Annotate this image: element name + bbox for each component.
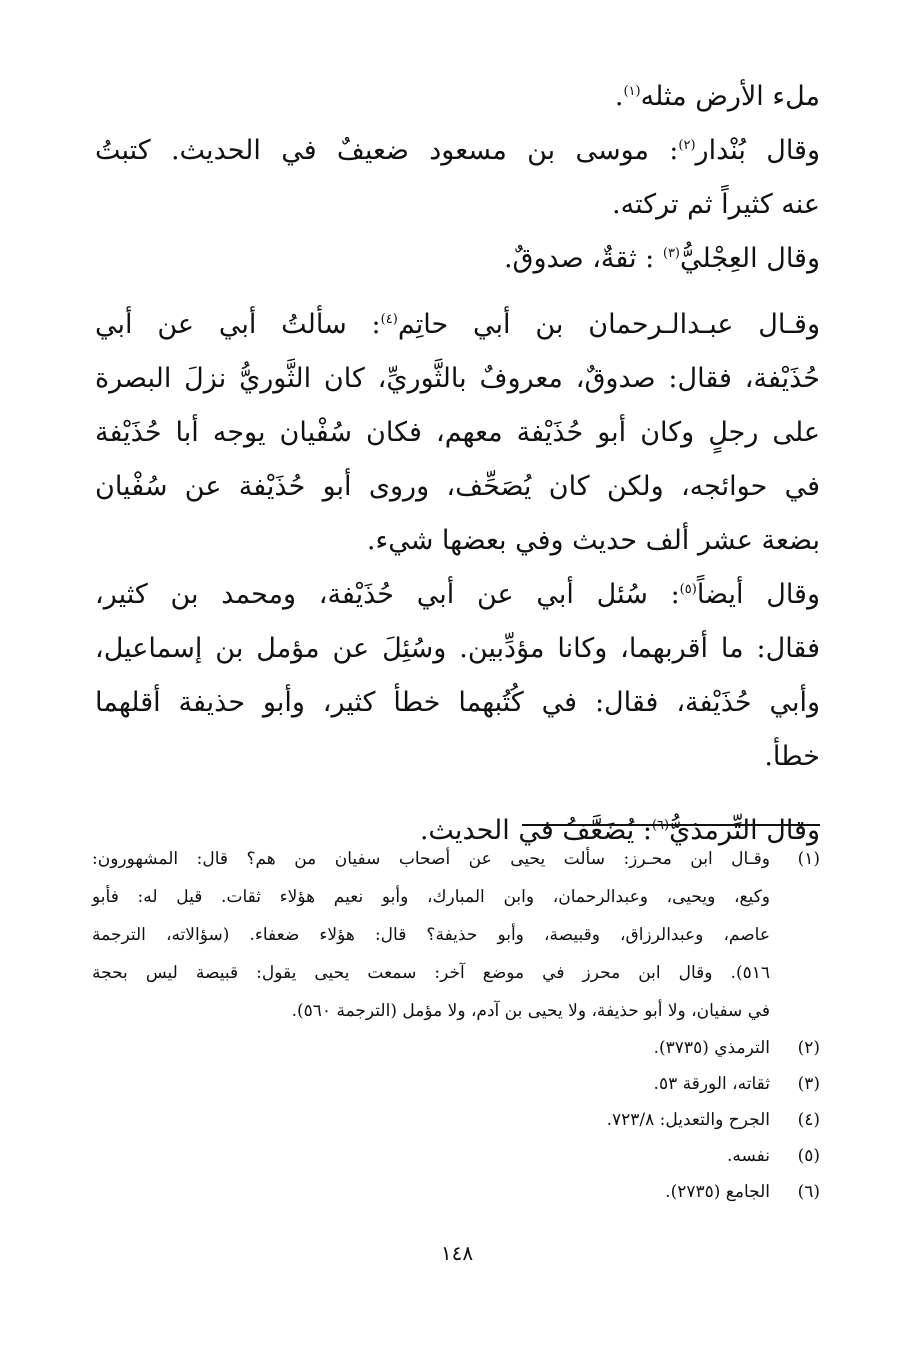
line-text: عنه كثيراً ثم تركته. [612, 189, 820, 220]
paragraph-gap [95, 784, 820, 804]
text-line [95, 70, 820, 124]
line-text: في حوائجه، ولكن كان يُصَحِّف، وروى أبو حُذَيْفة عن سُفْيان [95, 471, 820, 502]
footnote-text [92, 1138, 770, 1174]
line-text-continued: : ثقةٌ، صدوقٌ. [503, 243, 663, 274]
footnote [92, 1138, 820, 1174]
footnote-marker: (١) [623, 84, 641, 99]
text-line [95, 178, 820, 232]
footnote-number: (٢) [797, 1038, 820, 1058]
footnote-marker: (٤) [380, 312, 398, 327]
paragraph-gap [95, 286, 820, 298]
footnote-marker: (٦) [651, 818, 670, 833]
page-number: ١٤٨ [440, 1241, 474, 1265]
line-text-continued: : موسى بن مسعود ضعيفٌ في الحديث. كتبتُ [95, 135, 679, 166]
line-text: ملء الأرض مثله [640, 81, 820, 112]
line-text: حُذَيْفة، فقال: صدوقٌ، معروفٌ بالثَّوريِّ، كان الثَّوريُّ نزلَ البصرة [95, 363, 820, 394]
text-line [95, 352, 820, 406]
footnote-text [92, 1102, 770, 1138]
line-text: فقال: ما أقربهما، وكانا مؤدِّبين. وسُئِلَ عن مؤمل بن إسماعيل، [95, 633, 820, 664]
footnote-number: (٥) [797, 1146, 820, 1166]
footnote-marker: (٥) [679, 582, 697, 597]
footnote [92, 1066, 820, 1102]
footnote [92, 840, 820, 1030]
line-text: وقال التِّرمذيُّ [669, 815, 820, 846]
footnote-line: الجرح والتعديل: ٧٢٣/٨. [606, 1110, 770, 1130]
footnote-text [92, 1174, 770, 1210]
footnote [92, 1174, 820, 1210]
footnote-number: (١) [797, 849, 820, 869]
footnote-text [92, 840, 770, 1030]
text-line [95, 622, 820, 676]
text-line [95, 514, 820, 568]
line-text: وقـال عبـدالـرحمان بن أبي حاتِم [397, 309, 820, 340]
footnote-line: الجامع (٢٧٣٥). [665, 1182, 770, 1202]
footnote-line: في سفيان، ولا أبو حذيفة، ولا يحيى بن آدم، ولا مؤمل (الترجمة ٥٦٠). [291, 1001, 770, 1021]
text-line [95, 406, 820, 460]
footnote [92, 1030, 820, 1066]
footnote-separator [522, 824, 820, 826]
text-line [95, 232, 820, 286]
footnote-line: نفسه. [726, 1146, 770, 1166]
footnote-line: وكيع، ويحيى، وعبدالرحمان، وابن المبارك، وأبو نعيم هؤلاء ثقات. قيل له: فأبو [92, 887, 770, 907]
footnote-line: الترمذي (٣٧٣٥). [653, 1038, 770, 1058]
text-line [95, 124, 820, 178]
footnotes [92, 840, 820, 1210]
line-text: وقال أيضاً [696, 579, 820, 610]
line-text: وقال العِجْليُّ [680, 243, 820, 274]
line-text: خطأ. [764, 741, 820, 772]
text-line [95, 298, 820, 352]
footnote [92, 1102, 820, 1138]
main-text [95, 70, 820, 858]
footnote-text [92, 1030, 770, 1066]
text-line [95, 460, 820, 514]
line-text: بضعة عشر ألف حديث وفي بعضها شيء. [366, 525, 820, 556]
line-text-continued: : يُضَعَّفُ في الحديث. [419, 815, 652, 846]
footnote-line: وقـال ابن محـرز: سألت يحيى عن أصحاب سفيان من هم؟ قال: المشهورون: [92, 849, 770, 869]
footnote-marker: (٢) [678, 138, 696, 153]
footnote-number: (٣) [797, 1074, 820, 1094]
text-line [95, 568, 820, 622]
line-text: وقال بُنْدار [695, 135, 820, 166]
line-text: على رجلٍ وكان أبو حُذَيْفة معهم، فكان سُفْيان يوجه أبا حُذَيْفة [95, 417, 820, 448]
footnote-text [92, 1066, 770, 1102]
footnote-number: (٤) [797, 1110, 820, 1130]
text-line [95, 730, 820, 784]
footnote-line: ثقاته، الورقة ٥٣. [653, 1074, 770, 1094]
text-line [95, 676, 820, 730]
footnote-marker: (٣) [662, 246, 680, 261]
footnote-line: عاصم، وعبدالرزاق، وقبيصة، وأبو حذيفة؟ قال: هؤلاء ضعفاء. (سؤالاته، الترجمة [92, 925, 770, 945]
footnote-number: (٦) [797, 1182, 820, 1202]
line-text-continued: . [614, 81, 624, 112]
line-text-continued: : سُئل أبي عن أبي حُذَيْفة، ومحمد بن كثير، [95, 579, 680, 610]
footnote-line: ٥١٦). وقال ابن محرز في موضع آخر: سمعت يحيى يقول: قبيصة ليس بحجة [92, 963, 770, 983]
line-text: وأبي حُذَيْفة، فقال: في كُتُبهما خطأ كثير، وأبو حذيفة أقلهما [95, 687, 820, 718]
line-text-continued: : سألتُ أبي عن أبي [95, 309, 381, 340]
